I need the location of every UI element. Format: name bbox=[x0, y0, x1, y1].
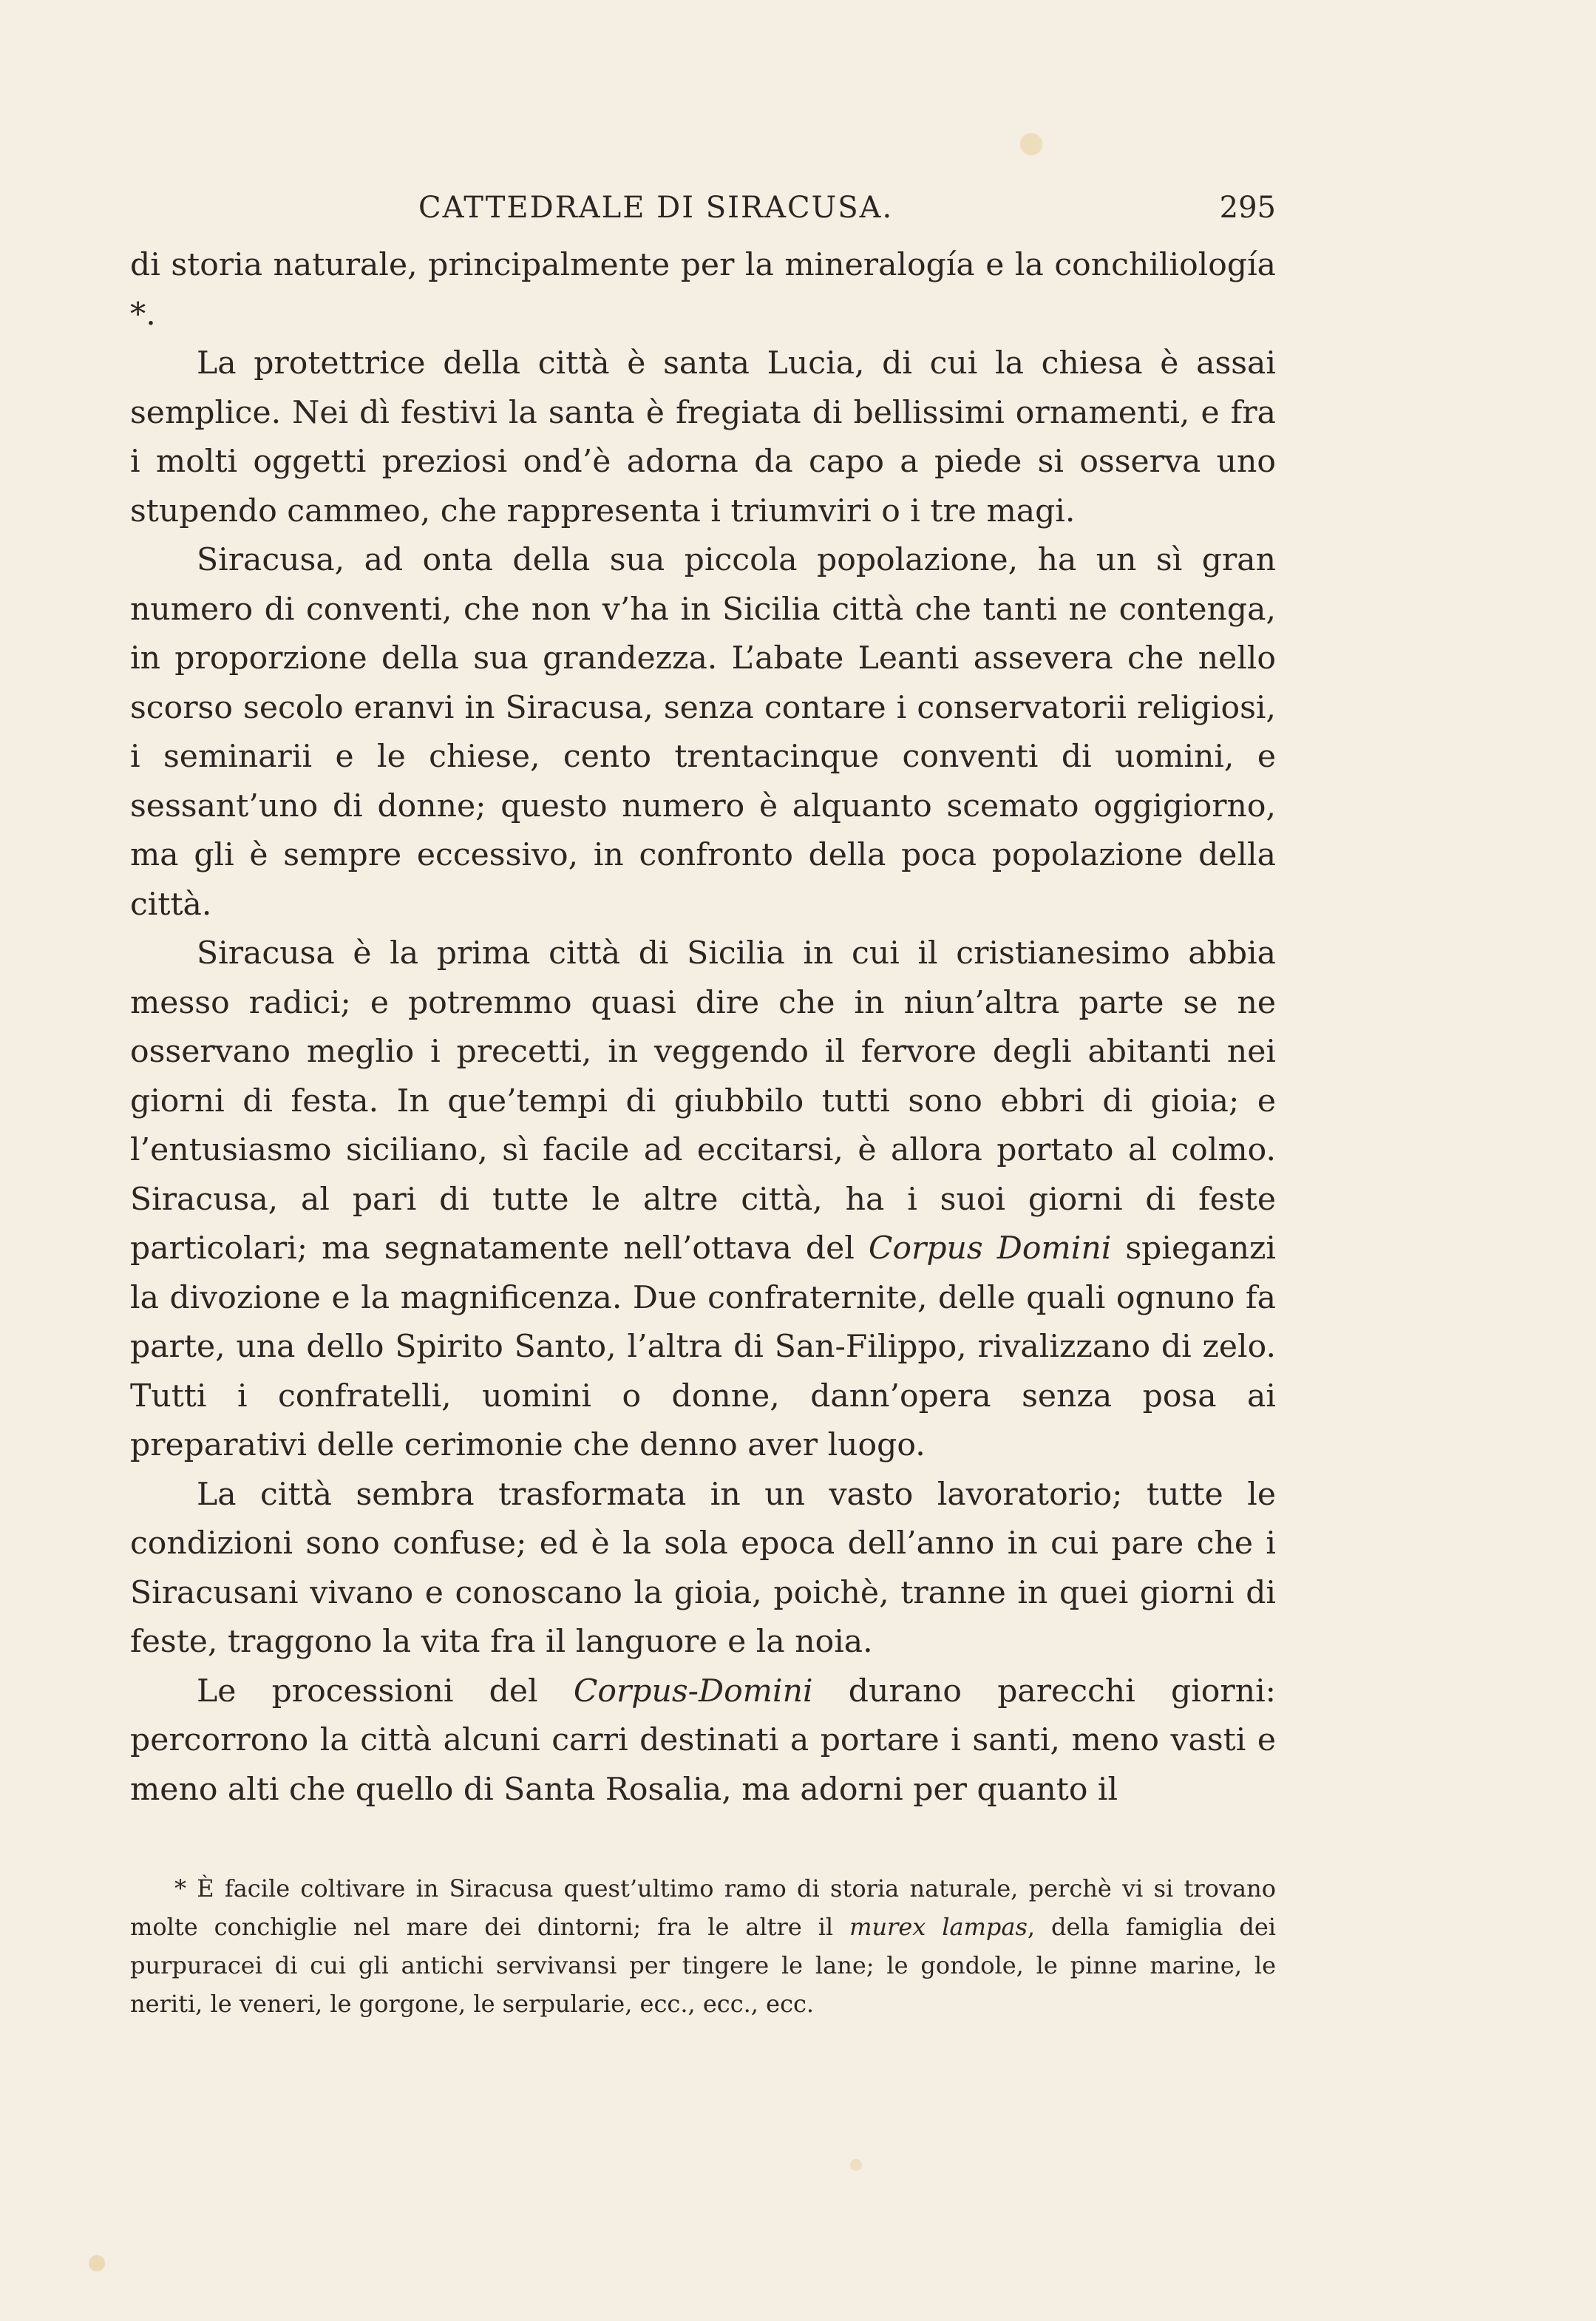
page-number: 295 bbox=[1219, 191, 1276, 225]
paper-stain bbox=[1020, 133, 1042, 155]
paragraph bbox=[130, 536, 1276, 929]
paragraph bbox=[130, 929, 1276, 1471]
running-title: CATTEDRALE DI SIRACUSA. bbox=[418, 191, 894, 225]
page-header bbox=[130, 191, 1276, 235]
italic-term: murex lampas bbox=[849, 1913, 1028, 1941]
body-text bbox=[130, 241, 1276, 1815]
footnote-text-part: * È facile coltivare in Siracusa quest’ultimo ramo di storia naturale, perchè vi si trovano molte conchiglie nel mare dei dintorni; fra le altre il bbox=[130, 1874, 1276, 1941]
paragraph bbox=[130, 339, 1276, 536]
paragraph bbox=[130, 1471, 1276, 1667]
italic-term: Corpus-Domini bbox=[573, 1673, 813, 1710]
footnote bbox=[130, 1869, 1276, 2023]
italic-term: Corpus Domini bbox=[868, 1230, 1112, 1267]
paragraph-text: di storia naturale, principalmente per la mineralogía e la conchiliología *. bbox=[130, 247, 1276, 333]
paragraph-text: spieganzi la divozione e la magnificenza. Due confraternite, delle quali ognuno fa parte, una dello Spirito Santo, l’altra di San-Filippo, rivalizzano di zelo. Tutti i confratelli, uomini o donne, dann’opera senza posa ai preparativi delle cerimonie che denno aver luogo. bbox=[130, 1230, 1277, 1463]
paper-stain bbox=[850, 2159, 862, 2171]
footnote-text-part: , della famiglia dei purpuracei di cui gli antichi servivansi per tingere le lane; le gondole, le pinne marine, le neriti, le veneri, le gorgone, le serpularie, ecc., ecc., ecc. bbox=[130, 1913, 1277, 2018]
paragraph-text: La protettrice della città è santa Lucia, di cui la chiesa è assai semplice. Nei dì festivi la santa è fregiata di bellissimi ornamenti, e fra i molti oggetti preziosi ond’è adorna da capo a piede si osserva uno stupendo cammeo, che rappresenta i triumviri o i tre magi. bbox=[130, 345, 1276, 529]
paragraph-text: Le processioni del bbox=[197, 1673, 574, 1710]
paper-stain bbox=[89, 2255, 105, 2271]
paragraph-text: La città sembra trasformata in un vasto lavoratorio; tutte le condizioni sono confuse; ed è la sola epoca dell’anno in cui pare che i Siracusani vivano e conoscano la gioia, poichè, tranne in quei giorni di feste, traggono la vita fra il languore e la noia. bbox=[130, 1476, 1276, 1660]
paragraph-text: Siracusa è la prima città di Sicilia in cui il cristianesimo abbia messo radici; e potremmo quasi dire che in niun’altra parte se ne osservano meglio i precetti, in veggendo il fervore degli abitanti nei giorni di festa. In que’tempi di giubbilo tutti sono ebbri di gioia; e l’entusiasmo siciliano, sì facile ad eccitarsi, è allora portato al colmo. Siracusa, al pari di tutte le altre città, ha i suoi giorni di feste particolari; ma segnatamente nell’ottava del bbox=[130, 935, 1276, 1267]
paragraph-text: Siracusa, ad onta della sua piccola popolazione, ha un sì gran numero di conventi, che non v’ha in Sicilia città che tanti ne contenga, in proporzione della sua grandezza. L’abate Leanti assevera che nello scorso secolo eranvi in Siracusa, senza contare i conservatorii religiosi, i seminarii e le chiese, cento trentacinque conventi di uomini, e sessant’uno di donne; questo numero è alquanto scemato oggigiorno, ma gli è sempre eccessivo, in confronto della poca popolazione della città. bbox=[130, 542, 1276, 923]
paragraph-text: durano parecchi giorni: percorrono la città alcuni carri destinati a portare i santi, meno vasti e meno alti che quello di Santa Rosalia, ma adorni per quanto il bbox=[130, 1673, 1276, 1808]
footnote-text bbox=[130, 1869, 1276, 2023]
paragraph bbox=[130, 241, 1276, 339]
paragraph bbox=[130, 1667, 1276, 1815]
